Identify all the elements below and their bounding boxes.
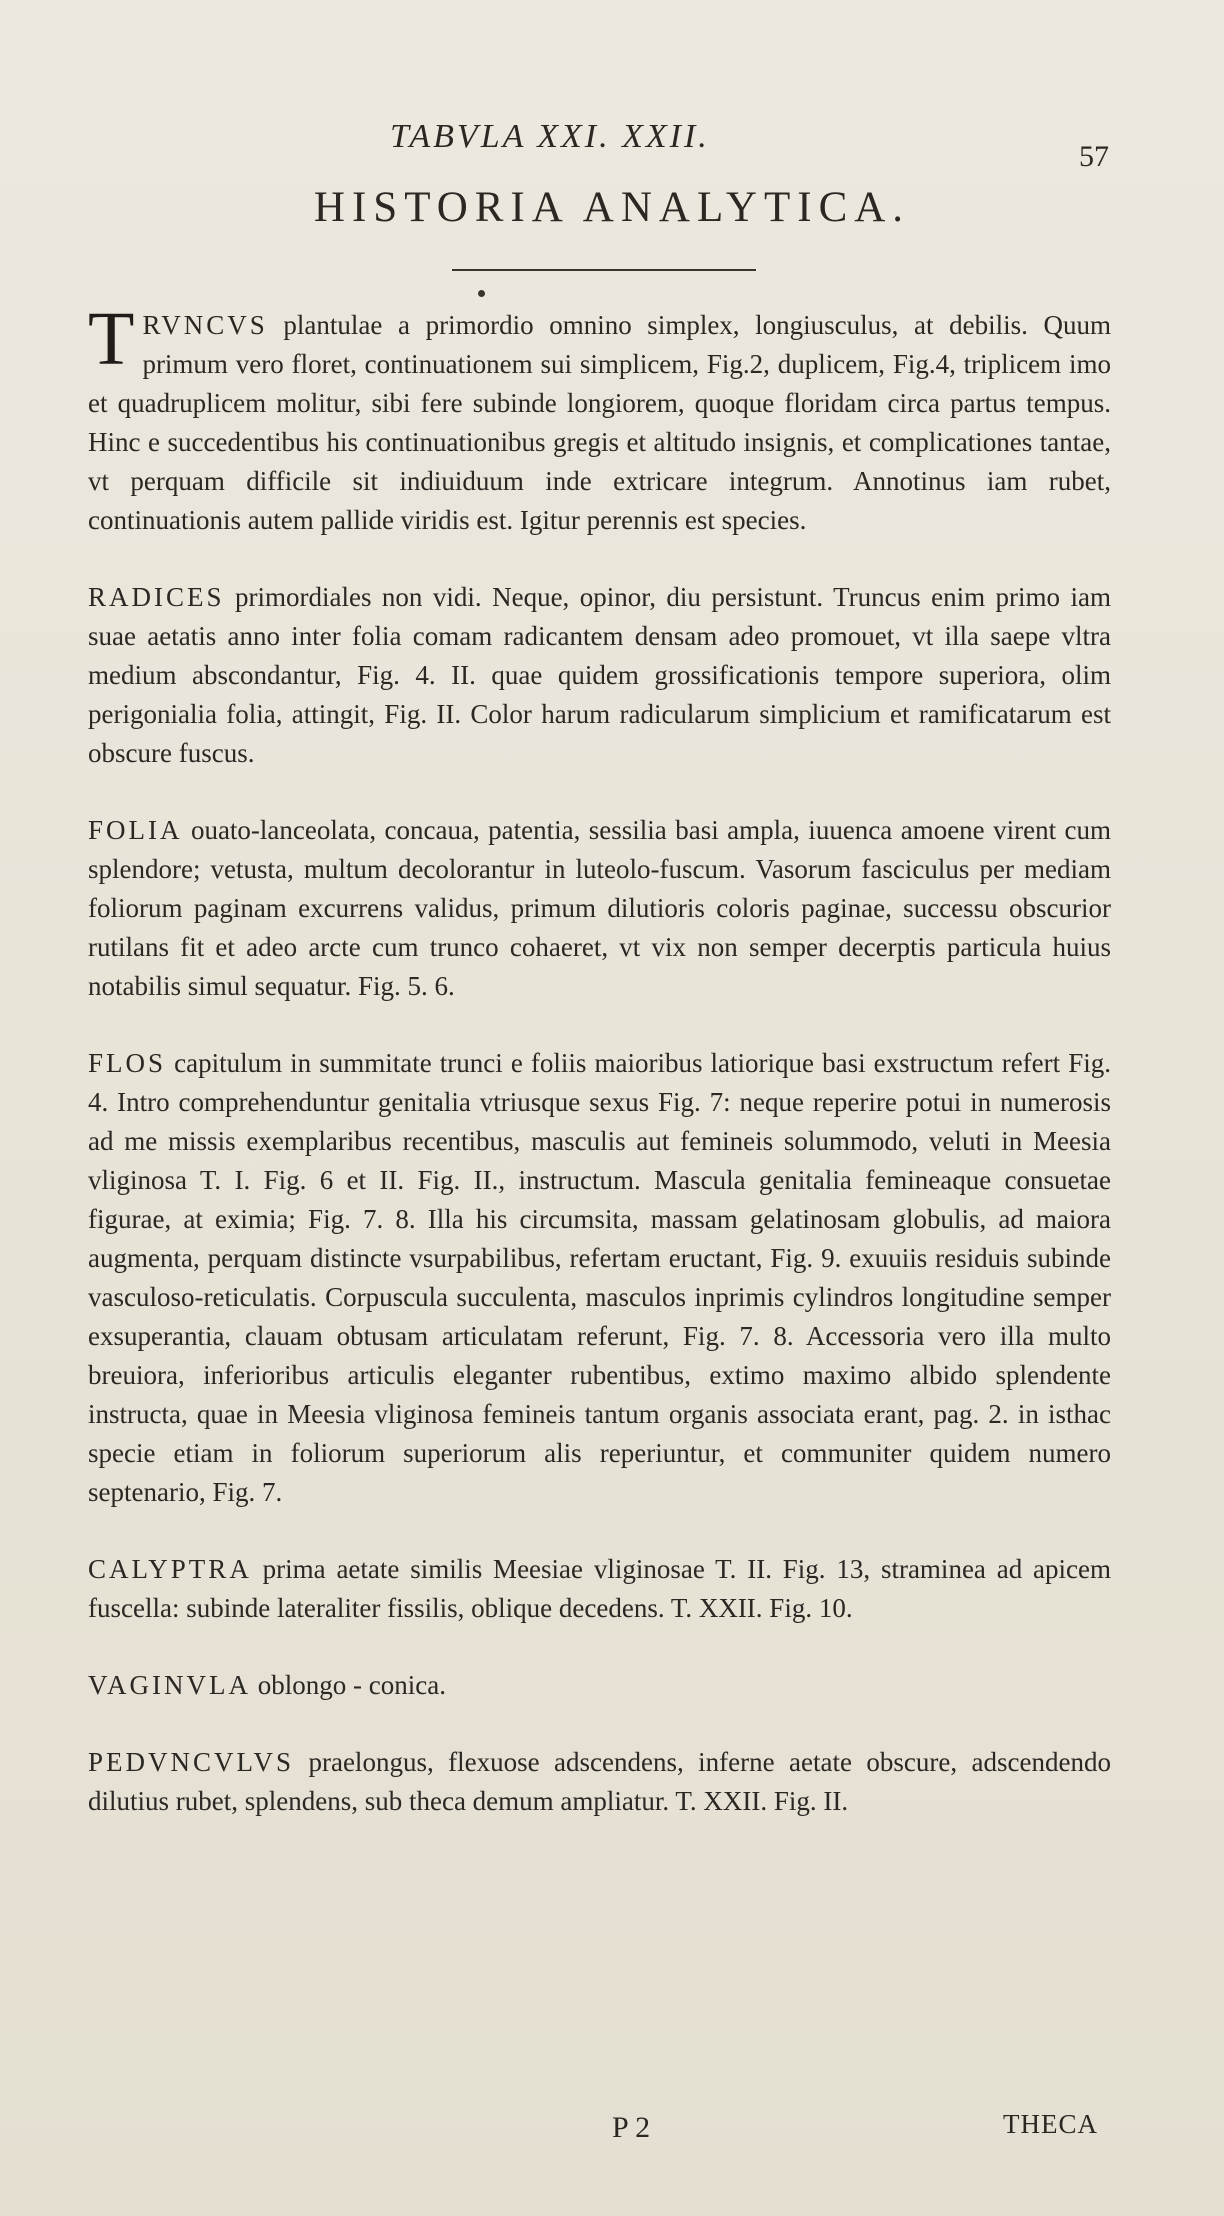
paragraph-radices (88, 578, 1111, 773)
paragraph-text: primordiales non vidi. Neque, opinor, diu persistunt. Truncus enim primo iam suae aetatis anno inter folia comam radicantem densam adeo promouet, vt illa saepe vltra medium abscondantur, Fig. 4. II. quae quidem grossificationis tempore superiora, olim perigonialia folia, attingit, Fig. II. Color harum radicularum simplicium et ramificatarum est obscure fuscus. (88, 582, 1111, 768)
paragraph-text: oblongo - conica. (251, 1670, 446, 1700)
paragraph-lead: RVNCVS (142, 310, 268, 340)
paragraph-lead: PEDVNCVLVS (88, 1747, 295, 1777)
paragraph-text: ouato-lanceolata, concaua, patentia, sessilia basi ampla, iuuenca amoene virent cum splendore; vetusta, multum decolorantur in luteolo-fuscum. Vasorum fasciculus per mediam foliorum paginam excurrens validus, primum dilutioris coloris paginae, successu obscurior rutilans fit et adeo arcte cum trunco cohaeret, vt vix non semper decerptis particula huius notabilis simul sequatur. Fig. 5. 6. (88, 815, 1111, 1001)
ornament-dot (478, 290, 485, 297)
paragraph-text: plantulae a primordio omnino simplex, longiusculus, at debilis. Quum primum vero floret, continuationem sui simplicem, Fig.2, duplicem, Fig.4, triplicem imo et quadruplicem molitur, sibi fere subinde longiorem, quoque floridam circa partus tempus. Hinc e succedentibus his continuationibus gregis et altitudo insignis, et complicationes tantae, vt perquam difficile sit indiuiduum inde extricare integrum. Annotinus iam rubet, continuationis autem pallide viridis est. Igitur perennis est species. (88, 310, 1111, 535)
paragraph-pedunculus (88, 1743, 1111, 1821)
title-rule (452, 269, 756, 271)
paragraph-folia (88, 811, 1111, 1006)
page-number: 57 (1079, 140, 1109, 173)
paragraph-vaginula (88, 1666, 1111, 1705)
paragraph-calyptra (88, 1550, 1111, 1628)
footer-catchword: THECA (1003, 2109, 1098, 2139)
section-title: HISTORIA ANALYTICA. (313, 184, 911, 231)
paragraph-lead: RADICES (88, 582, 225, 612)
paragraph-text: prima aetate similis Meesiae vliginosae T. II. Fig. 13, straminea ad apicem fuscella: subinde lateraliter fissilis, oblique decedens. T. XXII. Fig. 10. (88, 1554, 1111, 1623)
paragraph-lead: FOLIA (88, 815, 183, 845)
running-head: TABVLA XXI. XXII. (390, 118, 710, 155)
paragraph-flos (88, 1044, 1111, 1512)
paragraph-lead: FLOS (88, 1048, 167, 1078)
page-body (88, 297, 1111, 1821)
paragraph-text: praelongus, flexuose adscendens, inferne aetate obscure, adscendendo dilutius rubet, splendens, sub theca demum ampliatur. T. XXII. Fig. II. (88, 1747, 1111, 1816)
drop-cap: T (88, 297, 135, 381)
footer-signature: P 2 (612, 2111, 651, 2144)
page-header (0, 118, 1224, 174)
paragraph-text: capitulum in summitate trunci e foliis maioribus latiorique basi exstructum refert Fig. 4. Intro comprehenduntur genitalia vtriusque sexus Fig. 7: neque reperire potui in numerosis ad me missis exemplaribus recentibus, masculis aut femineis solummodo, veluti in Meesia vliginosa T. I. Fig. 6 et II. Fig. II., instructum. Mascula genitalia femineaque consuetae figurae, at eximia; Fig. 7. 8. Illa his circumsita, massam gelatinosam globulis, ad maiora augmenta, perquam distincte vsurpabilibus, refertam eructant, Fig. 9. exuuiis residuis subinde vasculoso-reticulatis. Corpuscula succulenta, masculos inprimis cylindros longitudine semper exsuperantia, clauam obtusam articulatam referunt, Fig. 7. 8. Accessoria vero illa multo breuiora, inferioribus articulis eleganter rubentibus, extimo maximo albido splendente instructa, quae in Meesia vliginosa femineis tantum organis associata erant, pag. 2. in isthac specie etiam in foliorum superiorum alis reperiuntur, et communiter quidem numero septenario, Fig. 7. (88, 1048, 1111, 1507)
paragraph-lead: CALYPTRA (88, 1554, 252, 1584)
paragraph-lead: VAGINVLA (88, 1670, 251, 1700)
paragraph-truncus (88, 297, 1111, 540)
